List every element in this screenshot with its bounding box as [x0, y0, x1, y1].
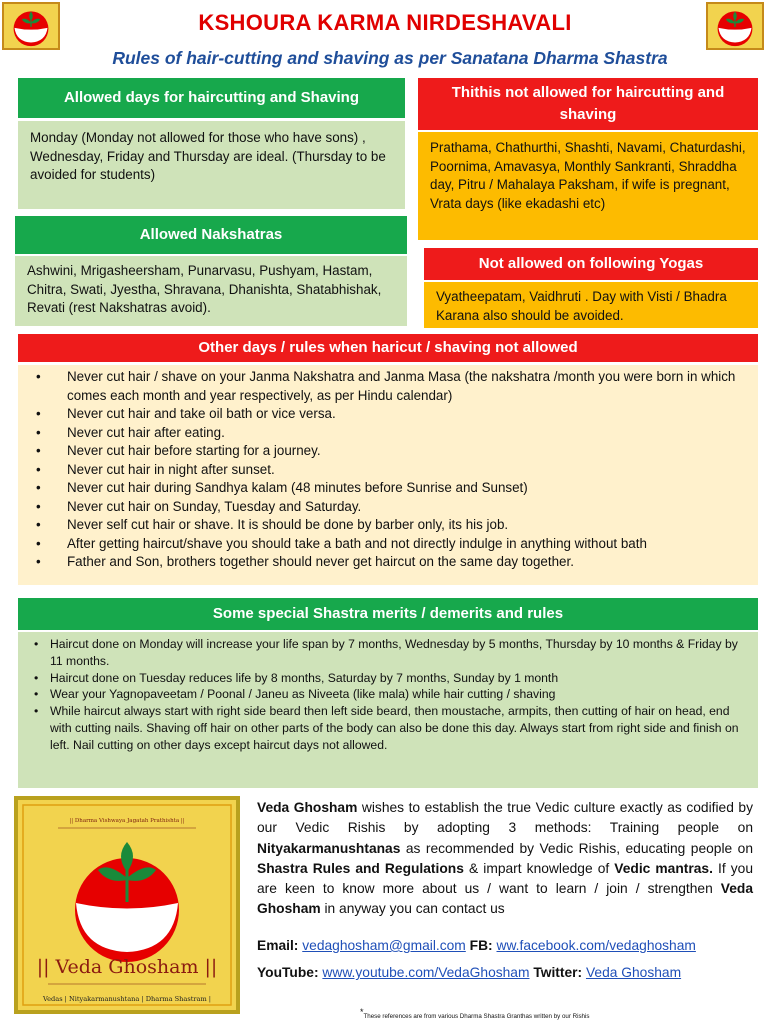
contact-line-2 — [257, 965, 681, 980]
list-item: • Never cut hair during Sandhya kalam (48 minutes before Sunrise and Sunset) — [28, 479, 748, 498]
allowed-days-header: Allowed days for haircutting and Shaving — [18, 78, 405, 118]
about-text — [257, 798, 753, 920]
kalash-icon — [4, 4, 58, 48]
list-item: • Never self cut hair or shave. It is should be done by barber only, its his job. — [28, 516, 748, 535]
about-part: as recommended by Vedic Rishis, educating people on — [400, 840, 753, 856]
nakshatras-header: Allowed Nakshatras — [15, 216, 407, 254]
email-link[interactable]: vedaghosham@gmail.com — [302, 938, 466, 953]
list-item: • After getting haircut/shave you should take a bath and not directly indulge in anything without bath — [28, 535, 748, 554]
about-part: wishes to establish the true Vedic culture exactly as codified by our Vedic Rishis by adopting 3 methods: Training people on — [257, 800, 753, 836]
list-item: • Never cut hair before starting for a journey. — [28, 442, 748, 461]
nakshatras-text: Ashwini, Mrigasheersham, Punarvasu, Pushyam, Hastam, Chitra, Swati, Jyestha, Shravana, Dhanishta, Shatabhishak, Revati (rest Nakshatras avoid). — [15, 256, 407, 326]
youtube-label: YouTube: — [257, 965, 319, 980]
footnote — [360, 1007, 589, 1020]
footnote-star: * — [360, 1007, 364, 1017]
org-name: Veda Ghosham — [257, 881, 753, 917]
logo-name: || Veda Ghosham || — [36, 956, 218, 978]
allowed-days-text: Monday (Monday not allowed for those who have sons) , Wednesday, Friday and Thursday are ideal. (Thursday to be avoided for students) — [18, 121, 405, 209]
tithis-header: Thithis not allowed for haircutting and shaving — [418, 78, 758, 130]
tithis-text: Prathama, Chathurthi, Shashti, Navami, Chaturdashi, Poornima, Amavasya, Monthly Sankranti, Shraddha day, Pitru / Mahalaya Paksham, if wife is pregnant, Vrata days (like ekadashi etc) — [418, 132, 758, 240]
page-title: KSHOURA KARMA NIRDESHAVALI — [198, 10, 572, 35]
org-name: Veda Ghosham — [257, 800, 358, 815]
logo-left — [2, 2, 60, 50]
about-part: in anyway you can contact us — [320, 901, 505, 917]
fb-label: FB: — [469, 938, 493, 953]
veda-ghosham-logo — [14, 796, 240, 1014]
merits-list — [28, 636, 748, 754]
list-item: • Never cut hair after eating. — [28, 424, 748, 443]
list-item: • While haircut always start with right side beard then left side beard, then moustache, armpits, then cutting of hair on head, end with cutting nails. Shaving off hair on other parts of the body can also be done this day. Always start from right side and finish on left. Nail cutting on other days except haircut days not allowed. — [28, 703, 748, 753]
list-item: • Father and Son, brothers together should never get haircut on the same day together. — [28, 553, 748, 572]
email-label: Email: — [257, 938, 299, 953]
logo-tagline: || Dharma Vishwaya Jagatah Prathishta || — [69, 818, 185, 824]
list-item: • Never cut hair and take oil bath or vice versa. — [28, 405, 748, 424]
yogas-header: Not allowed on following Yogas — [424, 248, 758, 280]
about-part: & impart knowledge of — [463, 860, 615, 876]
kalash-icon — [708, 4, 762, 48]
list-item: • Never cut hair in night after sunset. — [28, 461, 748, 480]
list-item: • Wear your Yagnopaveetam / Poonal / Janeu as Niveeta (like mala) while hair cutting / shaving — [28, 686, 748, 703]
list-item: • Never cut hair on Sunday, Tuesday and Saturday. — [28, 498, 748, 517]
contact-line-1 — [257, 938, 696, 953]
merits-box — [18, 632, 758, 788]
page-subtitle: Rules of hair-cutting and shaving as per Sanatana Dharma Shastra — [112, 48, 668, 68]
about-bold: Nityakarmanushtanas — [257, 840, 401, 856]
other-rules-header: Other days / rules when haricut / shaving not allowed — [18, 334, 758, 362]
about-bold: Vedic mantras. — [614, 860, 713, 876]
footnote-text: These references are from various Dharma Shastra Granthas written by our Rishis — [363, 1013, 590, 1021]
list-item: • Haircut done on Monday will increase your life span by 7 months, Wednesday by 5 months, Thursday by 10 months & Friday by 11 months. — [28, 636, 748, 670]
yogas-text: Vyatheepatam, Vaidhruti . Day with Visti / Bhadra Karana also should be avoided. — [424, 282, 758, 328]
logo-footer: Vedas | Nityakarmanushtana | Dharma Shastram | — [42, 995, 212, 1003]
list-item: • Never cut hair / shave on your Janma Nakshatra and Janma Masa (the nakshatra /month you were born in which comes each month and year respectively, as per Hindu calendar) — [28, 368, 748, 405]
facebook-link[interactable]: ww.facebook.com/vedaghosham — [496, 938, 696, 953]
list-item: • Haircut done on Tuesday reduces life by 8 months, Saturday by 7 months, Sunday by 1 month — [28, 670, 748, 687]
other-rules-list — [28, 368, 748, 572]
youtube-link[interactable]: www.youtube.com/VedaGhosham — [322, 965, 530, 980]
kalash-icon — [18, 800, 236, 1010]
merits-header: Some special Shastra merits / demerits and rules — [18, 598, 758, 630]
logo-right — [706, 2, 764, 50]
other-rules-box — [18, 365, 758, 585]
about-part: If you are keen to know more about us / want to learn / join / strengthen — [257, 860, 753, 897]
about-bold: Shastra Rules and Regulations — [257, 860, 464, 876]
twitter-label: Twitter: — [533, 965, 583, 980]
twitter-link[interactable]: Veda Ghosham — [585, 965, 682, 980]
